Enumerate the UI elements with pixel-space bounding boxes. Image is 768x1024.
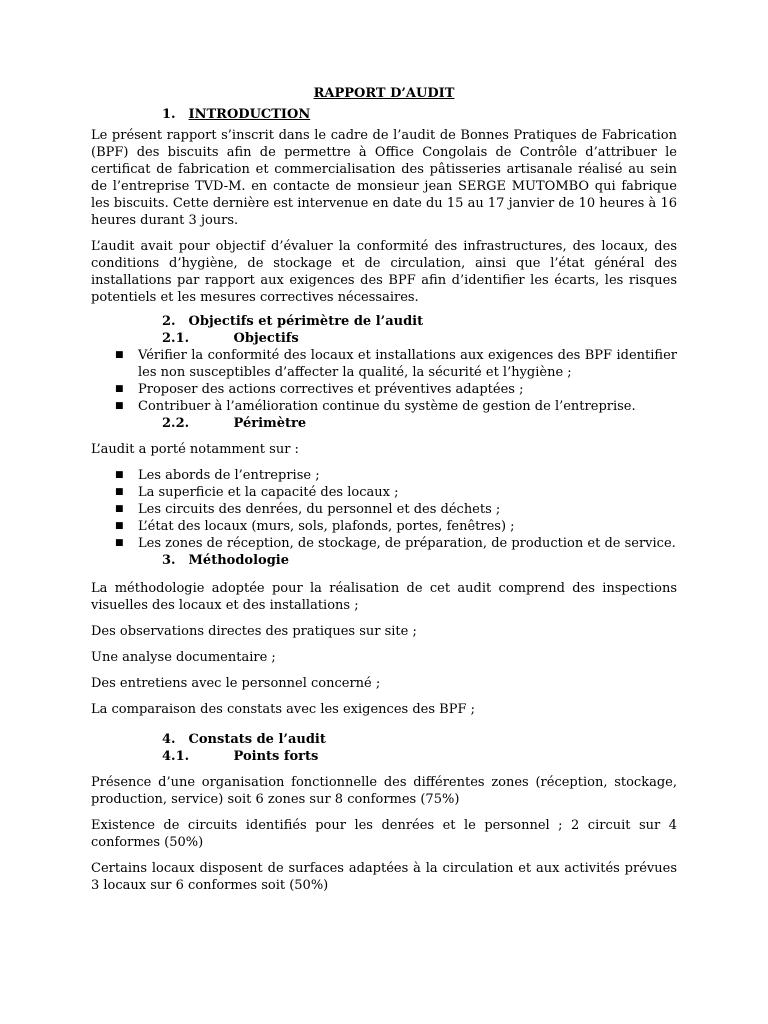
bullet-icon: ■ [115,538,124,548]
bullet-icon: ■ [115,487,124,497]
section-1-heading [91,106,677,123]
subsection-2-1-heading [91,330,677,347]
list-item: ■ La superficie et la capacité des locaux ; [115,485,399,500]
objectives-list [91,347,677,415]
bullet-icon: ■ [115,384,124,394]
list-item: ■ L’état des locaux (murs, sols, plafonds, portes, fenêtres) ; [115,519,515,534]
list-item: ■ Proposer des actions correctives et préventives adaptées ; [115,382,524,397]
bullet-icon: ■ [115,401,124,411]
list-item: ■ Les circuits des denrées, du personnel et des déchets ; [115,502,501,517]
subsection-title: Objectifs [233,331,299,346]
report-title: RAPPORT D’AUDIT [313,86,455,101]
section-title: Objectifs et périmètre de l’audit [188,314,424,329]
methodology-paragraph: La méthodologie adoptée pour la réalisation de cet audit comprend des inspections visuelles des locaux et des installations ; [91,581,677,613]
subsection-title: Périmètre [233,416,307,431]
finding-paragraph: Présence d’une organisation fonctionnelle des différentes zones (réception, stockage, production, service) soit 6 zones sur 8 conformes (75%) [91,775,677,807]
bullet-icon: ■ [115,470,124,480]
subsection-number: 2.2. [162,416,190,431]
list-item: ■ Contribuer à l’amélioration continue du système de gestion de l’entreprise. [115,399,636,414]
scope-intro: L’audit a porté notamment sur : [91,442,299,457]
bullet-icon: ■ [115,350,124,360]
bullet-icon: ■ [115,504,124,514]
finding-paragraph: Certains locaux disposent de surfaces adaptées à la circulation et aux activités prévues 3 locaux sur 6 conformes soit (50%) [91,861,677,893]
document-body [91,85,677,903]
methodology-paragraph: Des entretiens avec le personnel concerné ; [91,676,381,691]
subsection-title: Points forts [233,749,319,764]
section-title: INTRODUCTION [188,107,311,122]
scope-list [91,467,677,552]
section-4-heading [91,731,677,748]
list-item: ■ Les zones de réception, de stockage, de préparation, de production et de service. [115,536,676,551]
methodology-paragraph: Des observations directes des pratiques sur site ; [91,624,417,639]
section-number: 2. [162,314,176,329]
section-number: 1. [162,107,176,122]
subsection-2-2-heading [91,415,677,432]
subsection-4-1-heading [91,748,677,765]
intro-paragraph-2: L’audit avait pour objectif d’évaluer la conformité des infrastructures, des locaux, des conditions d’hygiène, de stockage et de circulation, ainsi que l’état général des installations par rapport aux exigences des BPF afin d’identifier les écarts, les risques potentiels et les mesures correctives nécessaires. [91,239,677,305]
list-item: ■ Les abords de l’entreprise ; [115,468,320,483]
section-title: Méthodologie [188,553,289,568]
subsection-number: 2.1. [162,331,190,346]
section-number: 3. [162,553,176,568]
subsection-number: 4.1. [162,749,190,764]
section-2-heading [91,313,677,330]
bullet-icon: ■ [115,521,124,531]
section-3-heading [91,552,677,569]
finding-paragraph: Existence de circuits identifiés pour les denrées et le personnel ; 2 circuit sur 4 conformes (50%) [91,818,677,850]
intro-paragraph-1: Le présent rapport s’inscrit dans le cadre de l’audit de Bonnes Pratiques de Fabrication (BPF) des biscuits afin de permettre à Office Congolais de Contrôle d’attribuer le certificat de fabrication et commercialisation des pâtisseries artisanale réalisé au sein de l’entreprise TVD-M. en contacte de monsieur jean SERGE MUTOMBO qui fabrique les biscuits. Cette dernière est intervenue en date du 15 au 17 janvier de 10 heures à 16 heures durant 3 jours. [91,128,677,228]
section-title: Constats de l’audit [188,732,326,747]
list-item: ■ Vérifier la conformité des locaux et installations aux exigences des BPF identifier les non susceptibles d’affecter la qualité, la sécurité et l’hygiène ; [115,348,677,380]
section-number: 4. [162,732,176,747]
methodology-paragraph: Une analyse documentaire ; [91,650,276,665]
methodology-paragraph: La comparaison des constats avec les exigences des BPF ; [91,702,475,717]
